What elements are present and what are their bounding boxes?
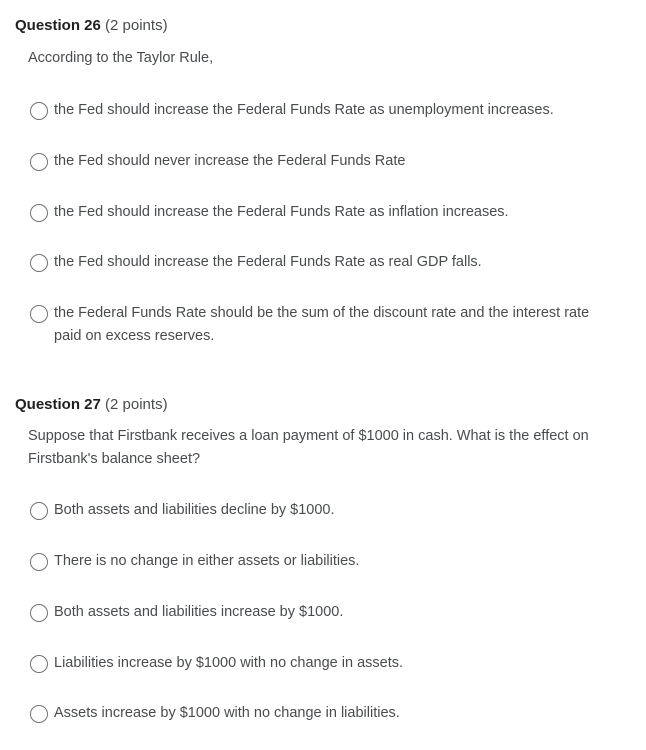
question-points: (2 points) bbox=[105, 396, 168, 413]
radio-button[interactable] bbox=[30, 102, 48, 120]
question-label: Question 27 bbox=[15, 396, 101, 413]
option-label: Both assets and liabilities increase by $1000. bbox=[54, 604, 344, 620]
question-27-title bbox=[15, 396, 168, 413]
option-label: Liabilities increase by $1000 with no change in assets. bbox=[54, 655, 404, 671]
radio-button[interactable] bbox=[30, 153, 48, 171]
radio-button[interactable] bbox=[30, 254, 48, 272]
option-label: the Fed should never increase the Federal Funds Rate bbox=[54, 153, 406, 169]
radio-button[interactable] bbox=[30, 502, 48, 520]
question-26-prompt: According to the Taylor Rule, bbox=[28, 50, 214, 66]
q27-option-5[interactable] bbox=[30, 704, 620, 725]
radio-button[interactable] bbox=[30, 204, 48, 222]
question-points: (2 points) bbox=[105, 17, 168, 34]
option-label: There is no change in either assets or liabilities. bbox=[54, 553, 360, 569]
radio-button[interactable] bbox=[30, 655, 48, 673]
q26-option-2[interactable] bbox=[30, 152, 620, 173]
q27-option-4[interactable] bbox=[30, 654, 620, 675]
option-label: the Fed should increase the Federal Funds Rate as unemployment increases. bbox=[54, 102, 554, 118]
radio-button[interactable] bbox=[30, 305, 48, 323]
radio-button[interactable] bbox=[30, 553, 48, 571]
option-label: Both assets and liabilities decline by $1000. bbox=[54, 502, 335, 518]
option-label: the Federal Funds Rate should be the sum of the discount rate and the interest rate paid on excess reserves. bbox=[54, 305, 590, 344]
q26-option-3[interactable] bbox=[30, 203, 620, 224]
q26-option-1[interactable] bbox=[30, 101, 620, 122]
question-27-prompt: Suppose that Firstbank receives a loan payment of $1000 in cash. What is the effect on Firstbank's balance sheet? bbox=[28, 428, 589, 467]
q27-option-3[interactable] bbox=[30, 603, 620, 624]
question-label: Question 26 bbox=[15, 17, 101, 34]
q26-option-5[interactable] bbox=[30, 304, 620, 348]
q27-option-2[interactable] bbox=[30, 552, 620, 573]
option-label: Assets increase by $1000 with no change in liabilities. bbox=[54, 705, 400, 721]
question-26-title bbox=[15, 17, 168, 34]
radio-button[interactable] bbox=[30, 705, 48, 723]
q26-option-4[interactable] bbox=[30, 253, 620, 274]
option-label: the Fed should increase the Federal Funds Rate as inflation increases. bbox=[54, 204, 509, 220]
option-label: the Fed should increase the Federal Funds Rate as real GDP falls. bbox=[54, 254, 482, 270]
q27-option-1[interactable] bbox=[30, 501, 620, 522]
radio-button[interactable] bbox=[30, 604, 48, 622]
